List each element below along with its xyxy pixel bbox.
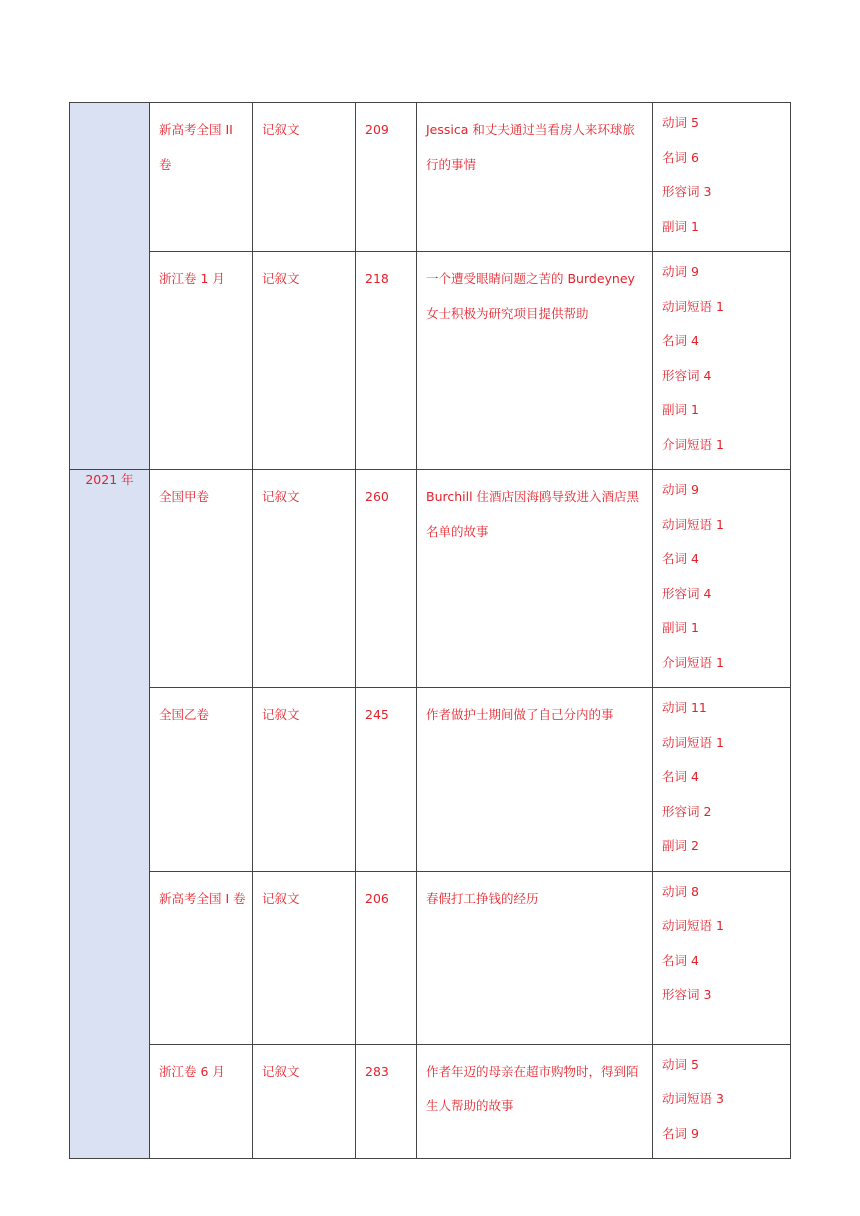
stat-item: 动词 11 — [662, 700, 707, 715]
exam-name: 新高考全国 II 卷 — [159, 122, 233, 172]
summary-text: 作者做护士期间做了自己分内的事 — [426, 707, 614, 722]
table-row — [70, 1044, 791, 1159]
stats-list — [653, 103, 790, 251]
stats-list — [653, 470, 790, 687]
word-count: 260 — [365, 489, 389, 504]
summary-cell — [417, 871, 653, 1044]
genre-cell — [253, 1044, 356, 1159]
stat-item: 介词短语 1 — [662, 654, 724, 670]
word-count: 218 — [365, 271, 389, 286]
stat-item: 名词 9 — [662, 1125, 699, 1141]
word-count-cell — [356, 871, 417, 1044]
stat-item: 动词短语 3 — [662, 1091, 724, 1106]
exam-name: 新高考全国 I 卷 — [159, 890, 246, 906]
stat-item: 动词 9 — [662, 482, 699, 497]
summary-text: Burchill 住酒店因海鸥导致进入酒店黑名单的故事 — [426, 489, 640, 539]
stat-item: 副词 1 — [662, 620, 699, 635]
exam-name: 全国乙卷 — [159, 707, 210, 722]
exam-cell — [150, 871, 253, 1044]
stat-item: 形容词 4 — [662, 585, 712, 601]
year-cell-continued — [70, 103, 150, 470]
stat-item: 形容词 4 — [662, 367, 712, 383]
word-count-cell — [356, 252, 417, 470]
summary-cell — [417, 252, 653, 470]
stat-item: 副词 2 — [662, 838, 699, 853]
stats-cell — [653, 470, 791, 688]
exam-cell — [150, 470, 253, 688]
word-count-cell — [356, 470, 417, 688]
genre-cell — [253, 688, 356, 872]
genre-text: 记叙文 — [262, 489, 300, 504]
stat-item: 动词 9 — [662, 264, 699, 279]
genre-text: 记叙文 — [262, 271, 300, 286]
stat-item: 动词 5 — [662, 115, 699, 130]
stats-list — [653, 252, 790, 469]
genre-cell — [253, 470, 356, 688]
stats-cell — [653, 252, 791, 470]
stat-item: 动词 8 — [662, 883, 699, 899]
stat-item: 名词 4 — [662, 769, 699, 784]
stats-list — [653, 688, 790, 871]
stat-item: 动词 5 — [662, 1056, 699, 1072]
exam-cell — [150, 688, 253, 872]
exam-name: 全国甲卷 — [159, 489, 210, 504]
stat-item: 介词短语 1 — [662, 436, 724, 452]
summary-cell — [417, 688, 653, 872]
exam-cell — [150, 252, 253, 470]
stats-cell — [653, 1044, 791, 1159]
summary-cell — [417, 103, 653, 252]
word-count-cell — [356, 1044, 417, 1159]
exam-name: 浙江卷 1 月 — [159, 271, 225, 286]
stats-cell — [653, 103, 791, 252]
stat-item: 名词 4 — [662, 952, 699, 968]
genre-cell — [253, 871, 356, 1044]
table-row — [70, 103, 791, 252]
table-row — [70, 470, 791, 688]
stat-item: 名词 4 — [662, 333, 699, 348]
word-count-cell — [356, 103, 417, 252]
exam-name: 浙江卷 6 月 — [159, 1063, 225, 1079]
stat-item: 名词 4 — [662, 551, 699, 566]
word-count: 283 — [365, 1063, 389, 1079]
word-count: 245 — [365, 707, 389, 722]
word-count-cell — [356, 688, 417, 872]
genre-text: 记叙文 — [262, 1063, 300, 1079]
stat-item: 形容词 3 — [662, 184, 712, 199]
stat-item: 名词 6 — [662, 149, 699, 165]
summary-text: 一个遭受眼睛问题之苦的 Burdeyney 女士积极为研究项目提供帮助 — [426, 271, 635, 321]
stats-cell — [653, 871, 791, 1044]
table-row — [70, 688, 791, 872]
stat-item: 动词短语 1 — [662, 734, 724, 750]
genre-cell — [253, 103, 356, 252]
stat-item: 形容词 3 — [662, 987, 712, 1002]
exam-passage-table — [69, 102, 791, 1159]
stat-item: 副词 1 — [662, 218, 699, 234]
word-count: 206 — [365, 890, 389, 906]
summary-cell — [417, 1044, 653, 1159]
exam-cell — [150, 1044, 253, 1159]
stat-item: 动词短语 1 — [662, 516, 724, 532]
genre-cell — [253, 252, 356, 470]
stats-cell — [653, 688, 791, 872]
stat-item: 形容词 2 — [662, 803, 712, 819]
stat-item: 动词短语 1 — [662, 298, 724, 314]
stat-item: 动词短语 1 — [662, 918, 724, 933]
table-row — [70, 871, 791, 1044]
summary-text: Jessica 和丈夫通过当看房人来环球旅行的事情 — [426, 122, 635, 172]
year-cell: 2021 年 — [70, 470, 150, 1159]
stat-item: 副词 1 — [662, 402, 699, 417]
genre-text: 记叙文 — [262, 122, 300, 137]
word-count: 209 — [365, 122, 389, 137]
stats-list — [653, 872, 790, 1020]
summary-cell — [417, 470, 653, 688]
table-row — [70, 252, 791, 470]
exam-cell — [150, 103, 253, 252]
genre-text: 记叙文 — [262, 707, 300, 722]
summary-text: 春假打工挣钱的经历 — [426, 890, 539, 906]
genre-text: 记叙文 — [262, 890, 300, 906]
summary-text: 作者年迈的母亲在超市购物时，得到陌生人帮助的故事 — [426, 1063, 639, 1113]
stats-list — [653, 1045, 790, 1159]
